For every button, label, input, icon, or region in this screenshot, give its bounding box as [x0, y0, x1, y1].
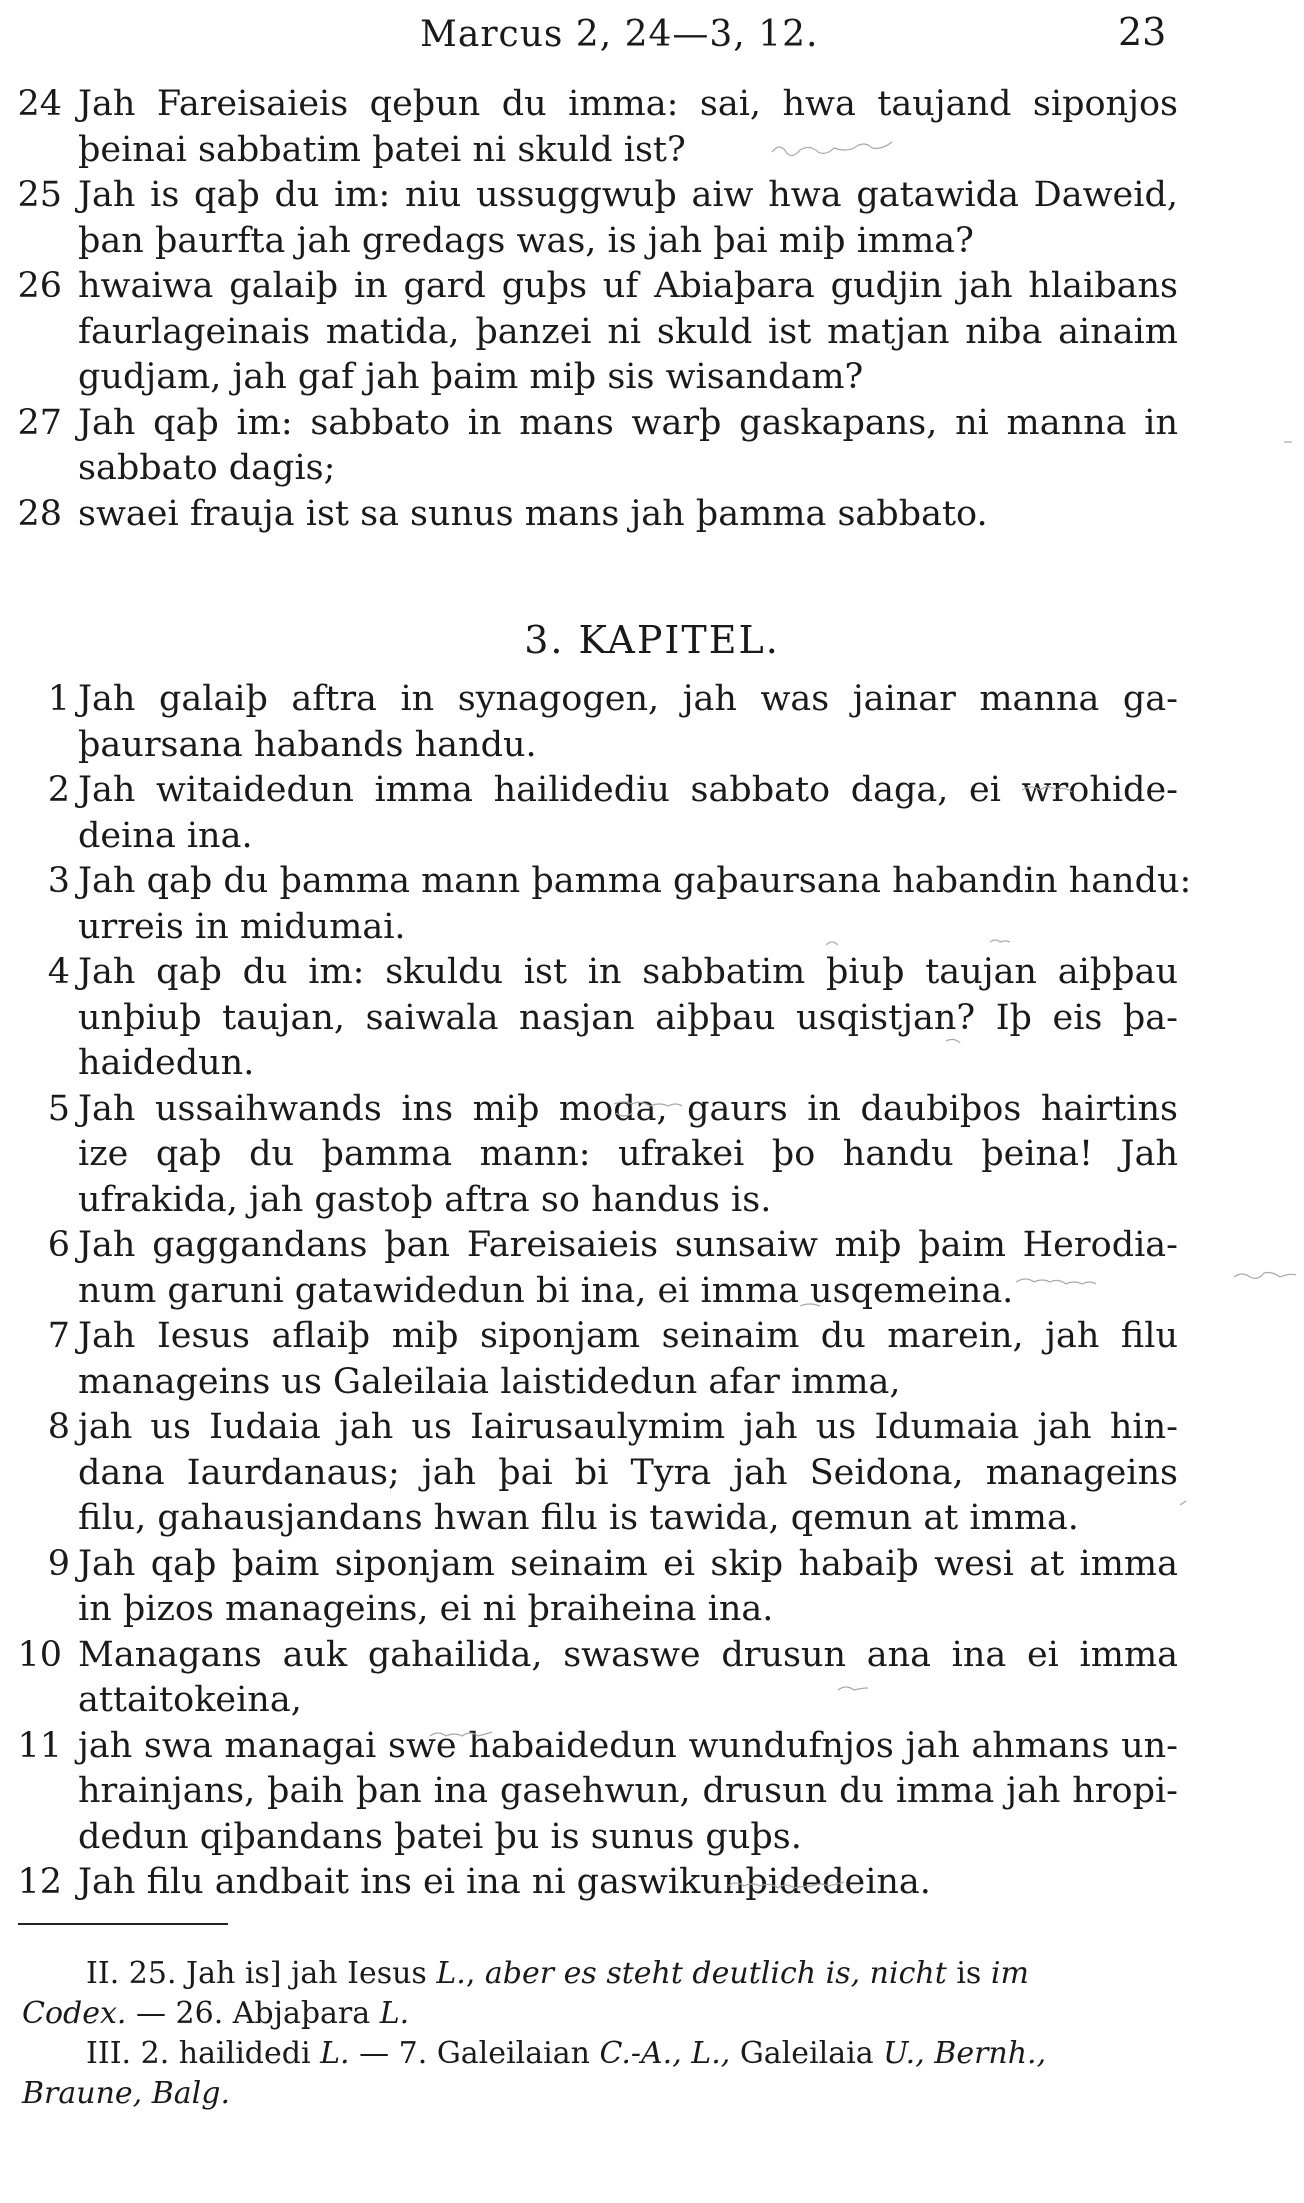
verse-line: filu, gahausjandans hwan filu is tawida, qemun at imma.	[78, 1498, 1079, 1538]
chapter-heading: 3. KAPITEL.	[524, 618, 780, 662]
verse-line: swaei frauja ist sa sunus mans jah þamma sabbato.	[78, 493, 988, 534]
verse-line: þeinai sabbatim þatei ni skuld ist?	[78, 129, 686, 170]
verse-line: in þizos manageins, ei ni þraiheina ina.	[78, 1589, 774, 1629]
verse-line: jah us Iudaia jah us Iairusaulymim jah us Idumaia jah hin-	[78, 1407, 1178, 1447]
verse-number: 11	[17, 1725, 62, 1766]
verse-line: Jah filu andbait ins ei ina ni gaswikunþidedeina.	[78, 1862, 931, 1902]
verse-number: 3	[47, 861, 70, 901]
verse-number: 7	[47, 1316, 70, 1356]
verse-number: 4	[47, 952, 70, 992]
verse-number: 27	[17, 402, 62, 443]
verse-number: 1	[47, 679, 70, 719]
verse-line: hrainjans, þaih þan ina gasehwun, drusun du imma jah hropi-	[78, 1771, 1178, 1811]
verse-line: dana Iaurdanaus; jah þai bi Tyra jah Seidona, manageins	[78, 1452, 1178, 1493]
verse-number: 8	[47, 1407, 70, 1447]
verse-line: Jah ussaihwands ins miþ moda, gaurs in daubiþos hairtins	[78, 1088, 1178, 1129]
verse-line: þan þaurfta jah gredags was, is jah þai miþ imma?	[78, 220, 974, 261]
verse-line: sabbato dagis;	[78, 448, 336, 488]
footnote-rule	[18, 1923, 228, 1925]
verse-line: Jah qaþ du im: skuldu ist in sabbatim þiuþ taujan aiþþau	[78, 952, 1178, 992]
verse-line: manageins us Galeilaia laistidedun afar imma,	[78, 1361, 901, 1402]
verse-line: Managans auk gahailida, swaswe drusun ana ina ei imma	[78, 1634, 1178, 1675]
verse-number: 25	[17, 175, 62, 215]
verse-number: 2	[47, 770, 70, 810]
verse-line: attaitokeina,	[78, 1680, 302, 1720]
footnote-line: Codex. — 26. Abjaþara L.	[22, 1996, 410, 2031]
verse-number: 6	[47, 1225, 70, 1265]
verse-line: Jah qaþ þaim siponjam seinaim ei skip habaiþ wesi at imma	[78, 1543, 1178, 1584]
verse-line: hwaiwa galaiþ in gard guþs uf Abiaþara gudjin jah hlaibans	[78, 266, 1178, 306]
verse-line: jah swa managai swe habaidedun wundufnjos jah ahmans un-	[78, 1725, 1178, 1766]
verse-number: 10	[17, 1634, 62, 1675]
verse-number: 24	[17, 84, 62, 124]
verse-line: Jah gaggandans þan Fareisaieis sunsaiw miþ þaim Herodia-	[78, 1225, 1178, 1265]
verse-line: Jah Iesus aflaiþ miþ siponjam seinaim du marein, jah filu	[78, 1316, 1178, 1356]
verse-line: ufrakida, jah gastoþ aftra so handus is.	[78, 1179, 772, 1220]
running-title: Marcus 2, 24—3, 12.	[420, 14, 819, 55]
verse-line: deina ina.	[78, 815, 253, 856]
verse-line: Jah Fareisaieis qeþun du imma: sai, hwa taujand siponjos	[78, 84, 1178, 124]
verse-line: gudjam, jah gaf jah þaim miþ sis wisandam?	[78, 357, 864, 397]
verse-line: þaursana habands handu.	[78, 724, 537, 765]
verse-line: Jah qaþ du þamma mann þamma gaþaursana habandin handu:	[78, 861, 1192, 901]
verse-line: Jah galaiþ aftra in synagogen, jah was jainar manna ga-	[78, 679, 1178, 719]
verse-number: 9	[47, 1543, 70, 1584]
verse-line: Jah witaidedun imma hailidediu sabbato daga, ei wrohide-	[78, 770, 1178, 810]
verse-line: num garuni gatawidedun bi ina, ei imma usqemeina.	[78, 1270, 1014, 1311]
verse-line: urreis in midumai.	[78, 906, 406, 947]
footnote-line: III. 2. hailidedi L. — 7. Galeilaian C.-A., L., Galeilaia U., Bernh.,	[86, 2036, 1047, 2071]
footnote-line: II. 25. Jah is] jah Iesus L., aber es steht deutlich is, nicht is im	[86, 1956, 1029, 1991]
verse-line: unþiuþ taujan, saiwala nasjan aiþþau usqistjan? Iþ eis þa-	[78, 997, 1178, 1038]
verse-line: dedun qiþandans þatei þu is sunus guþs.	[78, 1816, 802, 1857]
verse-line: ize qaþ du þamma mann: ufrakei þo handu þeina! Jah	[78, 1134, 1178, 1174]
running-head	[0, 8, 1304, 68]
page-number: 23	[1118, 10, 1167, 54]
verse-number: 5	[47, 1088, 70, 1129]
footnote-line: Braune, Balg.	[22, 2076, 231, 2111]
verse-line: Jah is qaþ du im: niu ussuggwuþ aiw hwa gatawida Daweid,	[78, 175, 1178, 215]
verse-line: faurlageinais matida, þanzei ni skuld ist matjan niba ainaim	[78, 311, 1178, 352]
verse-line: haidedun.	[78, 1043, 255, 1083]
verse-line: Jah qaþ im: sabbato in mans warþ gaskapans, ni manna in	[78, 402, 1178, 443]
verse-number: 26	[17, 266, 62, 306]
verse-number: 28	[17, 493, 62, 534]
verse-number: 12	[17, 1862, 62, 1902]
